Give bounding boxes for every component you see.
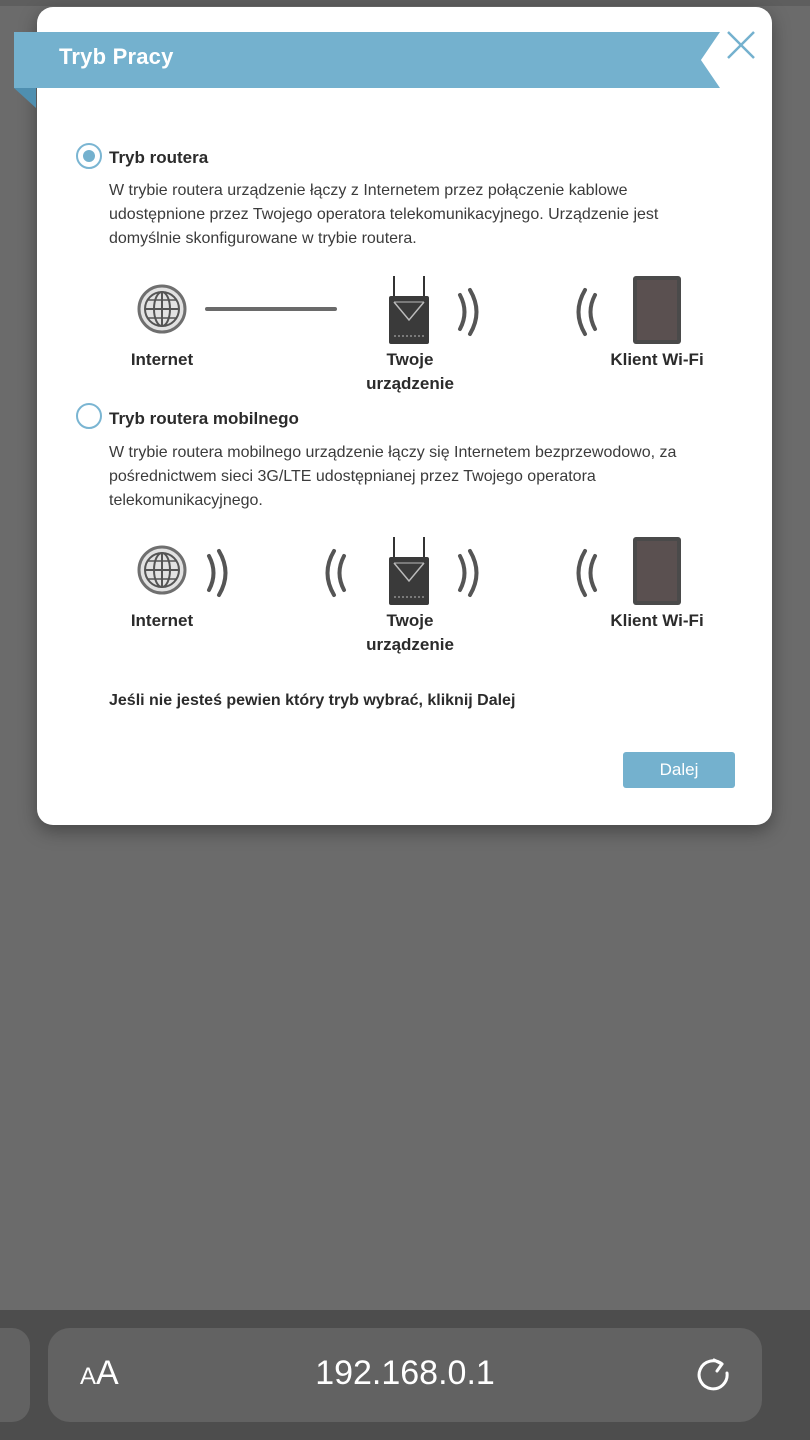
wifi-client-label: Klient Wi-Fi (610, 350, 704, 369)
close-icon[interactable] (722, 28, 758, 64)
wifi-waves-right-icon (457, 548, 485, 598)
url-text[interactable]: 192.168.0.1 (315, 1354, 495, 1392)
wifi-waves-left-icon (570, 287, 598, 337)
router-mode-radio[interactable] (76, 143, 102, 169)
device-label-line2: urządzenie (366, 374, 454, 393)
wifi-waves-right-icon (457, 287, 485, 337)
mobile-router-mode-description: W trybie routera mobilnego urządzenie łączy się Internetem bezprzewodowo, za pośrednictwem sieci 3G/LTE udostępnianej przez Twojego operatora telekomunikacyjnego. (109, 444, 677, 509)
globe-icon (137, 545, 187, 595)
reload-icon[interactable] (696, 1356, 734, 1394)
wifi-client-label: Klient Wi-Fi (610, 611, 704, 630)
device-label-line1: Twoje (386, 611, 434, 630)
mobile-router-mode-radio[interactable] (76, 403, 102, 429)
device-label-line1: Twoje (386, 350, 434, 369)
tablet-client-icon (631, 535, 683, 607)
router-mode-description: W trybie routera urządzenie łączy z Internetem przez połączenie kablowe udostępnione przez Twojego operatora telekomunikacyjnego. Urządzenie jest domyślnie skonfigurowane w trybie routera. (109, 182, 659, 247)
wifi-waves-left-icon (570, 548, 598, 598)
wifi-waves-right-icon (206, 548, 234, 598)
cable-line-icon (205, 305, 337, 313)
router-mode-label[interactable]: Tryb routera (109, 148, 209, 167)
router-device-icon (386, 535, 432, 607)
globe-icon (137, 284, 187, 334)
internet-label: Internet (130, 350, 194, 369)
wifi-waves-left-icon (319, 548, 347, 598)
dialog-title: Tryb Pracy (59, 44, 174, 69)
internet-label: Internet (130, 611, 194, 630)
banner-fold (14, 88, 36, 108)
text-size-button[interactable]: AA (80, 1354, 119, 1392)
router-device-icon (386, 274, 432, 346)
mobile-router-mode-label[interactable]: Tryb routera mobilnego (109, 409, 299, 428)
next-button[interactable]: Dalej (623, 752, 735, 788)
device-label-line2: urządzenie (366, 635, 454, 654)
top-strip (0, 0, 810, 6)
mode-hint-text: Jeśli nie jesteś pewien który tryb wybrać, kliknij Dalej (109, 692, 516, 709)
tablet-client-icon (631, 274, 683, 346)
